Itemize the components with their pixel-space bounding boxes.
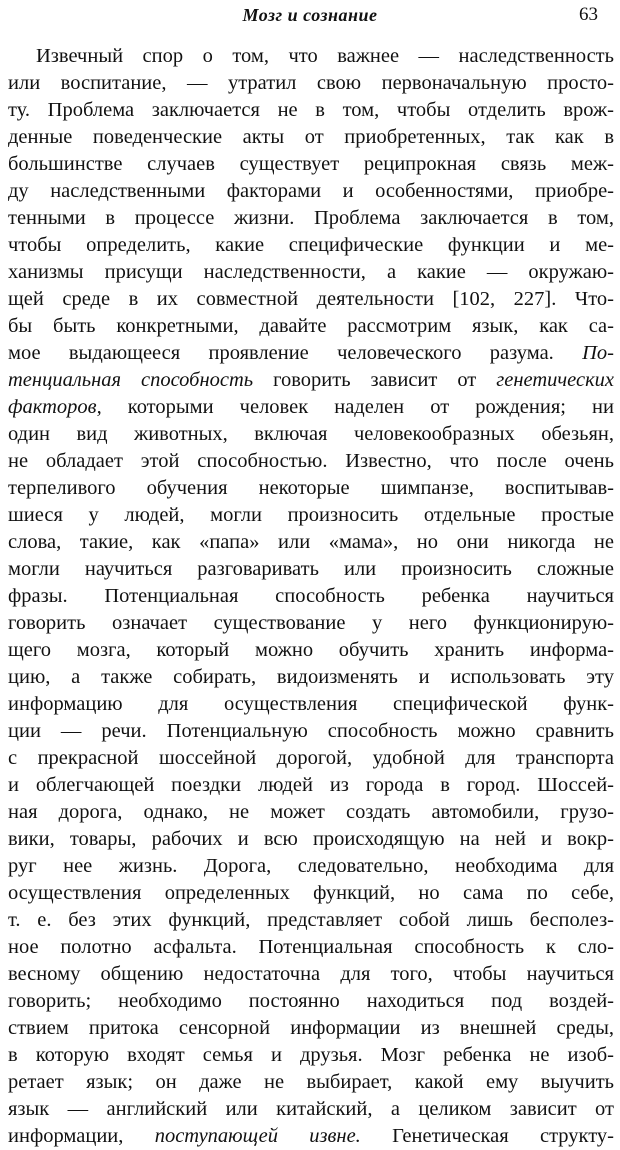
text-segment: денные поведенческие акты от приобретенных, так как в bbox=[8, 126, 614, 148]
text-segment: вики, товары, рабочих и всю происходящую на ней и вокр- bbox=[8, 828, 614, 850]
text-line bbox=[8, 880, 614, 907]
text-line bbox=[8, 421, 614, 448]
text-line bbox=[8, 907, 614, 934]
text-line bbox=[8, 340, 614, 367]
text-segment: которыми человек наделен от рождения; ни bbox=[101, 396, 614, 418]
text-segment: информацию для осуществления специфической функ- bbox=[8, 693, 614, 715]
text-line bbox=[8, 772, 614, 799]
text-segment: шиеся у людей, могли произносить отдельные простые bbox=[8, 504, 614, 526]
text-segment: Генетическая структу- bbox=[360, 1125, 614, 1147]
text-segment: язык — английский или китайский, а целиком зависит от bbox=[8, 1098, 614, 1120]
italic-text: поступающей извне. bbox=[154, 1125, 361, 1147]
text-line bbox=[8, 556, 614, 583]
running-head bbox=[0, 2, 620, 28]
text-segment: ханизмы присущи наследственности, а какие — окружаю- bbox=[8, 261, 614, 283]
text-segment: ции — речи. Потенциальную способность можно сравнить bbox=[8, 720, 614, 742]
text-line bbox=[8, 583, 614, 610]
text-line bbox=[8, 232, 614, 259]
text-segment: говорить зависит от bbox=[253, 369, 497, 391]
text-segment: ту. Проблема заключается не в том, чтобы отделить врож- bbox=[8, 99, 614, 121]
text-segment: с прекрасной шоссейной дорогой, удобной для транспорта bbox=[8, 747, 614, 769]
text-segment: и облегчающей поездки людей из города в город. Шоссей- bbox=[8, 774, 614, 796]
text-line bbox=[8, 610, 614, 637]
text-segment: ное полотно асфальта. Потенциальная способность к сло- bbox=[8, 936, 614, 958]
text-segment: ная дорога, однако, не может создать автомобили, грузо- bbox=[8, 801, 614, 823]
text-segment: говорить означает существование у него функционирую- bbox=[8, 612, 614, 634]
text-line bbox=[8, 286, 614, 313]
text-line bbox=[8, 664, 614, 691]
body-text bbox=[8, 43, 614, 1150]
text-segment: цию, а также собирать, видоизменять и использовать эту bbox=[8, 666, 614, 688]
text-segment: щего мозга, который можно обучить хранить информа- bbox=[8, 639, 614, 661]
text-segment: чтобы определить, какие специфические функции и ме- bbox=[8, 234, 614, 256]
text-segment: терпеливого обучения некоторые шимпанзе, воспитывав- bbox=[8, 477, 614, 499]
text-line bbox=[8, 988, 614, 1015]
italic-text: По- bbox=[582, 342, 614, 364]
text-segment: мое выдающееся проявление человеческого разума. bbox=[8, 342, 583, 364]
text-line bbox=[8, 367, 614, 394]
text-line bbox=[8, 1069, 614, 1096]
text-segment: Извечный спор о том, что важнее — наследственность bbox=[36, 45, 614, 67]
text-segment: один вид животных, включая человекообразных обезьян, bbox=[8, 423, 614, 445]
text-segment: осуществления определенных функций, но сама по себе, bbox=[8, 882, 614, 904]
text-line bbox=[8, 124, 614, 151]
text-line bbox=[8, 1042, 614, 1069]
text-segment: фразы. Потенциальная способность ребенка научиться bbox=[8, 585, 614, 607]
text-segment: информации, bbox=[8, 1125, 155, 1147]
text-line bbox=[8, 475, 614, 502]
text-segment: бы быть конкретными, давайте рассмотрим язык, как са- bbox=[8, 315, 614, 337]
text-line bbox=[8, 691, 614, 718]
text-segment: щей среде в их совместной деятельности [102, 227]. Что- bbox=[8, 288, 614, 310]
text-line bbox=[8, 205, 614, 232]
text-segment: т. е. без этих функций, представляет собой лишь бесполез- bbox=[8, 909, 614, 931]
text-line bbox=[8, 853, 614, 880]
text-segment: в которую входят семья и друзья. Мозг ребенка не изоб- bbox=[8, 1044, 614, 1066]
text-line bbox=[8, 745, 614, 772]
text-line bbox=[8, 961, 614, 988]
text-line bbox=[8, 799, 614, 826]
text-segment: весному общению недостаточна для того, чтобы научиться bbox=[8, 963, 614, 985]
text-line bbox=[8, 97, 614, 124]
text-segment: ствием притока сенсорной информации из внешней среды, bbox=[8, 1017, 614, 1039]
text-segment: могли научиться разговаривать или произносить сложные bbox=[8, 558, 614, 580]
text-segment: руг нее жизнь. Дорога, следовательно, необходима для bbox=[8, 855, 614, 877]
text-line bbox=[8, 529, 614, 556]
text-segment: тенными в процессе жизни. Проблема заключается в том, bbox=[8, 207, 614, 229]
text-segment: не обладает этой способностью. Известно, что после очень bbox=[8, 450, 614, 472]
text-line bbox=[8, 70, 614, 97]
italic-text: факторов, bbox=[8, 396, 102, 418]
running-title: Мозг и сознание bbox=[242, 5, 378, 25]
text-line bbox=[8, 178, 614, 205]
text-line bbox=[8, 1096, 614, 1123]
text-line bbox=[8, 394, 614, 421]
text-line bbox=[8, 43, 614, 70]
text-line bbox=[8, 718, 614, 745]
text-line bbox=[8, 637, 614, 664]
text-line bbox=[8, 502, 614, 529]
text-line bbox=[8, 934, 614, 961]
text-segment: большинстве случаев существует реципрокная связь меж- bbox=[8, 153, 614, 175]
text-segment: говорить; необходимо постоянно находиться под воздей- bbox=[8, 990, 614, 1012]
text-line bbox=[8, 151, 614, 178]
text-segment: ду наследственными факторами и особенностями, приобре- bbox=[8, 180, 614, 202]
text-segment: или воспитание, — утратил свою первоначальную просто- bbox=[8, 72, 614, 94]
italic-text: тенциальная способность bbox=[8, 369, 254, 391]
text-line bbox=[8, 1015, 614, 1042]
text-line bbox=[8, 1123, 614, 1150]
text-line bbox=[8, 826, 614, 853]
text-line bbox=[8, 259, 614, 286]
italic-text: генетических bbox=[496, 369, 614, 391]
text-segment: слова, такие, как «папа» или «мама», но они никогда не bbox=[8, 531, 614, 553]
text-line bbox=[8, 448, 614, 475]
text-line bbox=[8, 313, 614, 340]
text-segment: ретает язык; он даже не выбирает, какой ему выучить bbox=[8, 1071, 614, 1093]
page-number: 63 bbox=[579, 4, 598, 25]
